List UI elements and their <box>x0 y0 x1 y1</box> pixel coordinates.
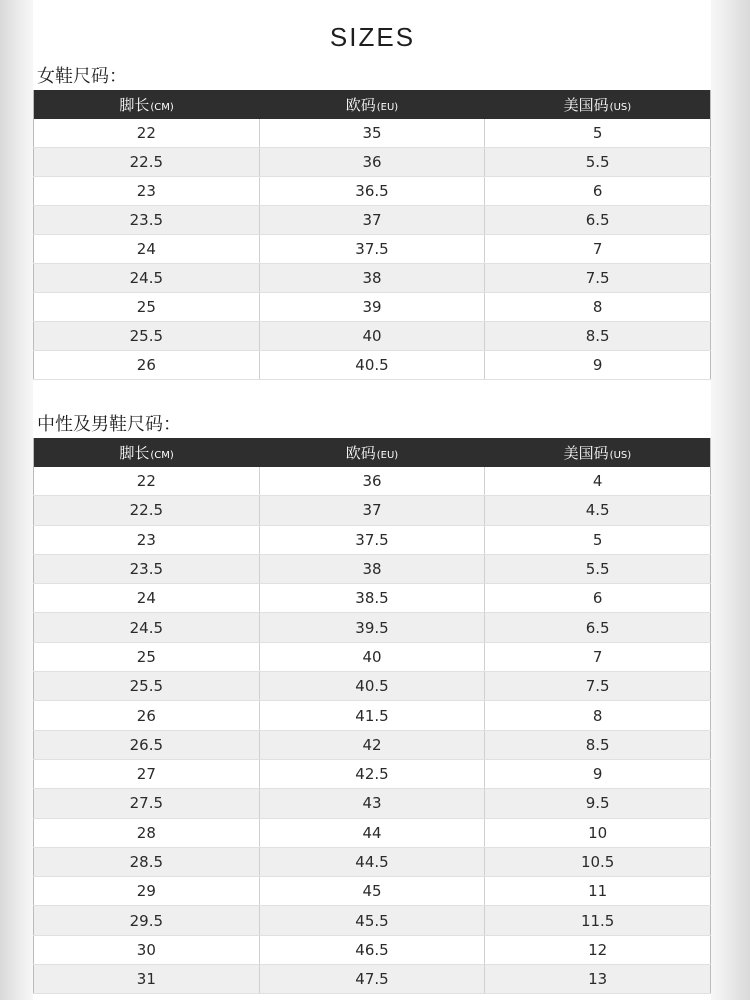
page-title: SIZES <box>329 22 416 52</box>
foot-length-cell: 26 <box>34 701 260 730</box>
women-section-label: 女鞋尺码： <box>37 66 127 87</box>
eu-size-cell: 36 <box>259 148 485 177</box>
eu-size-cell: 37.5 <box>259 525 485 554</box>
table-row <box>34 613 711 642</box>
men-size-table <box>33 438 711 994</box>
foot-length-cell: 25.5 <box>34 672 260 701</box>
table-row <box>34 906 711 935</box>
us-size-cell: 4.5 <box>485 496 711 525</box>
us-size-cell: 9 <box>485 759 711 788</box>
table-row <box>34 965 711 994</box>
header-foot-length: 脚长(CM) <box>34 90 260 119</box>
foot-length-cell: 28 <box>34 818 260 847</box>
us-size-cell: 11.5 <box>485 906 711 935</box>
foot-length-cell: 24.5 <box>34 613 260 642</box>
us-size-cell: 6 <box>485 177 711 206</box>
us-size-cell: 11 <box>485 877 711 906</box>
foot-length-cell: 22 <box>34 119 260 148</box>
eu-size-cell: 47.5 <box>259 965 485 994</box>
foot-length-cell: 25 <box>34 293 260 322</box>
table-row <box>34 935 711 964</box>
eu-size-cell: 45.5 <box>259 906 485 935</box>
us-size-cell: 5 <box>485 119 711 148</box>
foot-length-cell: 30 <box>34 935 260 964</box>
eu-size-cell: 41.5 <box>259 701 485 730</box>
us-size-cell: 6 <box>485 584 711 613</box>
us-size-cell: 5 <box>485 525 711 554</box>
eu-size-cell: 46.5 <box>259 935 485 964</box>
table-row <box>34 235 711 264</box>
men-section-label: 中性及男鞋尺码： <box>37 414 181 435</box>
us-size-cell: 5.5 <box>485 148 711 177</box>
right-margin <box>711 0 750 1000</box>
us-size-cell: 13 <box>485 965 711 994</box>
foot-length-cell: 24 <box>34 235 260 264</box>
header-eu-size: 欧码(EU) <box>259 438 485 467</box>
table-row <box>34 877 711 906</box>
men-table-body <box>34 467 711 994</box>
header-us-size: 美国码(US) <box>485 438 711 467</box>
table-row <box>34 730 711 759</box>
table-row <box>34 584 711 613</box>
foot-length-cell: 26 <box>34 351 260 380</box>
us-size-cell: 7.5 <box>485 672 711 701</box>
eu-size-cell: 43 <box>259 789 485 818</box>
eu-size-cell: 44.5 <box>259 847 485 876</box>
us-size-cell: 5.5 <box>485 554 711 583</box>
header-us-size: 美国码(US) <box>485 90 711 119</box>
foot-length-cell: 23 <box>34 525 260 554</box>
eu-size-cell: 36 <box>259 467 485 496</box>
foot-length-cell: 25 <box>34 642 260 671</box>
eu-size-cell: 42.5 <box>259 759 485 788</box>
eu-size-cell: 37 <box>259 496 485 525</box>
table-row <box>34 206 711 235</box>
eu-size-cell: 42 <box>259 730 485 759</box>
foot-length-cell: 23 <box>34 177 260 206</box>
eu-size-cell: 40.5 <box>259 672 485 701</box>
us-size-cell: 6.5 <box>485 206 711 235</box>
table-header-row <box>34 438 711 467</box>
us-size-cell: 12 <box>485 935 711 964</box>
eu-size-cell: 38.5 <box>259 584 485 613</box>
us-size-cell: 10.5 <box>485 847 711 876</box>
table-row <box>34 322 711 351</box>
foot-length-cell: 25.5 <box>34 322 260 351</box>
us-size-cell: 7.5 <box>485 264 711 293</box>
eu-size-cell: 36.5 <box>259 177 485 206</box>
table-row <box>34 264 711 293</box>
table-row <box>34 554 711 583</box>
foot-length-cell: 29.5 <box>34 906 260 935</box>
us-size-cell: 10 <box>485 818 711 847</box>
us-size-cell: 7 <box>485 235 711 264</box>
eu-size-cell: 40 <box>259 642 485 671</box>
foot-length-cell: 29 <box>34 877 260 906</box>
us-size-cell: 8.5 <box>485 730 711 759</box>
foot-length-cell: 22.5 <box>34 148 260 177</box>
eu-size-cell: 45 <box>259 877 485 906</box>
eu-size-cell: 39.5 <box>259 613 485 642</box>
table-row <box>34 759 711 788</box>
eu-size-cell: 39 <box>259 293 485 322</box>
eu-size-cell: 40.5 <box>259 351 485 380</box>
eu-size-cell: 38 <box>259 264 485 293</box>
table-row <box>34 818 711 847</box>
eu-size-cell: 37.5 <box>259 235 485 264</box>
table-row <box>34 525 711 554</box>
header-eu-size: 欧码(EU) <box>259 90 485 119</box>
table-row <box>34 351 711 380</box>
foot-length-cell: 24 <box>34 584 260 613</box>
left-margin <box>0 0 33 1000</box>
table-row <box>34 701 711 730</box>
us-size-cell: 6.5 <box>485 613 711 642</box>
eu-size-cell: 37 <box>259 206 485 235</box>
foot-length-cell: 24.5 <box>34 264 260 293</box>
us-size-cell: 9.5 <box>485 789 711 818</box>
table-row <box>34 496 711 525</box>
table-row <box>34 642 711 671</box>
eu-size-cell: 40 <box>259 322 485 351</box>
foot-length-cell: 23.5 <box>34 206 260 235</box>
foot-length-cell: 27.5 <box>34 789 260 818</box>
table-row <box>34 148 711 177</box>
table-row <box>34 119 711 148</box>
women-table-body <box>34 119 711 380</box>
foot-length-cell: 23.5 <box>34 554 260 583</box>
foot-length-cell: 22.5 <box>34 496 260 525</box>
us-size-cell: 7 <box>485 642 711 671</box>
header-foot-length: 脚长(CM) <box>34 438 260 467</box>
table-row <box>34 847 711 876</box>
table-row <box>34 789 711 818</box>
table-row <box>34 467 711 496</box>
us-size-cell: 8 <box>485 293 711 322</box>
eu-size-cell: 38 <box>259 554 485 583</box>
table-row <box>34 177 711 206</box>
table-row <box>34 672 711 701</box>
foot-length-cell: 28.5 <box>34 847 260 876</box>
foot-length-cell: 26.5 <box>34 730 260 759</box>
foot-length-cell: 27 <box>34 759 260 788</box>
us-size-cell: 8 <box>485 701 711 730</box>
foot-length-cell: 22 <box>34 467 260 496</box>
us-size-cell: 4 <box>485 467 711 496</box>
eu-size-cell: 35 <box>259 119 485 148</box>
table-header-row <box>34 90 711 119</box>
women-size-table <box>33 90 711 380</box>
foot-length-cell: 31 <box>34 965 260 994</box>
table-row <box>34 293 711 322</box>
us-size-cell: 9 <box>485 351 711 380</box>
us-size-cell: 8.5 <box>485 322 711 351</box>
eu-size-cell: 44 <box>259 818 485 847</box>
